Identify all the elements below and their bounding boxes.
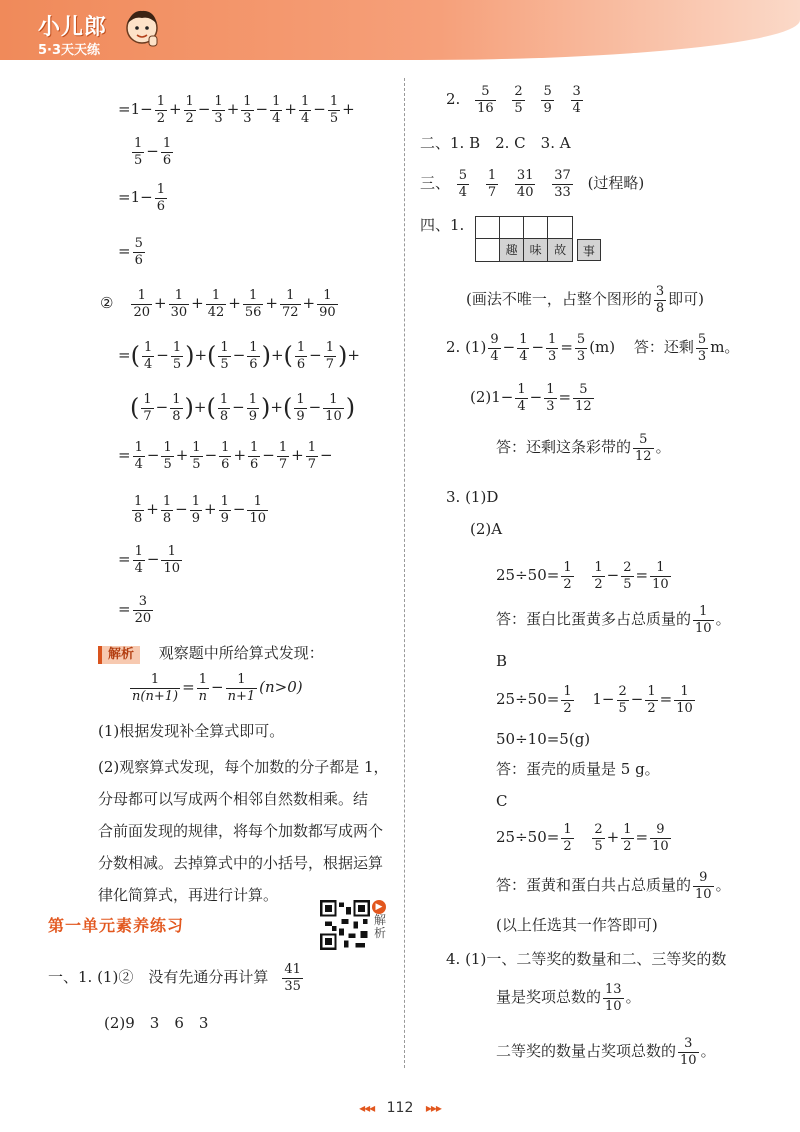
calc2-line-2: =( $\frac{1}{4}$ − $\frac{1}{5}$ )+( $\frac{1}{5}$ − $\frac{1}{6}$ )+( $\frac{1}{6}$ − $\frac{1}{7}$ )+ <box>118 340 360 372</box>
analysis-p2-1: (2)观察算式发现，每个加数的分子都是 1， <box>98 758 389 776</box>
a2-2: (2)1− $\frac{1}{4}$ − $\frac{1}{3}$ = $\frac{5}{12}$ <box>470 382 592 414</box>
fraction: $\frac{1}{2}$ <box>185 94 194 126</box>
fraction: $\frac{1}{42}$ <box>207 288 225 320</box>
a4-2: 量是奖项总数的 $\frac{13}{10}$ 。 <box>496 982 641 1014</box>
fraction: $\frac{1}{5}$ <box>329 94 339 126</box>
calc2-line-1: ② $\frac{1}{20}$ + $\frac{1}{30}$ + $\frac{1}{42}$ + $\frac{1}{56}$ + $\frac{1}{72}$ + $\frac{1}{90}$ <box>100 288 336 320</box>
brand-series: 5·3天天练 <box>38 43 101 58</box>
eq-B2: 50÷10=5(g) <box>496 730 591 748</box>
a2-2-answer: 答：还剩这条彩带的 $\frac{5}{12}$ 。 <box>496 432 671 464</box>
fraction: $\frac{1}{6}$ <box>162 136 172 168</box>
calc2-line-3: ( $\frac{1}{7}$ − $\frac{1}{8}$ )+( $\frac{1}{8}$ − $\frac{1}{9}$ )+( $\frac{1}{9}$ − $\frac{1}{10}$ ) <box>130 392 356 424</box>
a3-1: 3. (1)D <box>446 488 499 506</box>
section-4-q1: 四、1. 趣 味 故 事 <box>420 216 601 262</box>
analysis-p2-2: 分母都可以写成两个相邻自然数相乘。结 <box>98 790 369 808</box>
analysis-p1: (1)根据发现补全算式即可。 <box>98 722 285 740</box>
fraction: $\frac{1}{72}$ <box>281 288 299 320</box>
calc-line-4: = $\frac{5}{6}$ <box>118 236 143 268</box>
calc2-line-5: $\frac{1}{8}$ + $\frac{1}{8}$ − $\frac{1}{9}$ + $\frac{1}{9}$ − $\frac{1}{10}$ <box>134 494 266 526</box>
fraction: $\frac{1}{5}$ <box>134 136 143 168</box>
play-icon[interactable]: ▶ <box>372 900 386 914</box>
choose-note: (以上任选其一作答即可) <box>496 916 658 934</box>
q2-answers: 2. $\frac{5}{16}$ $\frac{2}{5}$ $\frac{5}{9}$ $\frac{3}{4}$ <box>446 84 581 116</box>
fraction: $\frac{5}{6}$ <box>134 236 143 268</box>
analysis-p2-5: 律化简算式，再进行计算。 <box>98 886 279 904</box>
fraction: $\frac{1}{30}$ <box>170 288 188 320</box>
answer-B: 答：蛋壳的质量是 5 g。 <box>496 760 660 778</box>
page-footer <box>0 1100 800 1116</box>
calc2-line-6: = $\frac{1}{4}$ − $\frac{1}{10}$ <box>118 544 180 576</box>
analysis-p2-3: 合前面发现的规律，将每个加数都写成两个 <box>98 822 384 840</box>
analysis-header <box>98 644 324 664</box>
analysis-tag: 解析 <box>98 646 140 664</box>
a2-1: 2. (1) $\frac{9}{4}$ − $\frac{1}{4}$ − $\frac{1}{3}$ = $\frac{5}{3}$ (m) 答：还剩 $\frac{5}{3}$ m。 <box>446 332 740 364</box>
calc-line-3: =1− $\frac{1}{6}$ <box>118 182 165 214</box>
answer-C: 答：蛋黄和蛋白共占总质量的 $\frac{9}{10}$ 。 <box>496 870 731 902</box>
qr-label: 解析 <box>374 913 387 940</box>
fraction: $\frac{1}{6}$ <box>156 182 165 214</box>
text: =1− <box>118 100 153 119</box>
draw-note: (画法不唯一，占整个图形的 $\frac{3}{8}$ 即可) <box>466 284 704 316</box>
brand-logo <box>38 10 107 58</box>
answer-A: 答：蛋白比蛋黄多占总质量的 $\frac{1}{10}$ 。 <box>496 604 731 636</box>
fraction: $\frac{1}{56}$ <box>244 288 262 320</box>
analysis-p2-4: 分数相减。去掉算式中的小括号，根据运算 <box>98 854 384 872</box>
a3-2: (2)A <box>470 520 503 538</box>
fraction: $\frac{1}{4}$ <box>300 94 310 126</box>
calc-line-2: $\frac{1}{5}$ − $\frac{1}{6}$ <box>134 136 172 168</box>
eq-A: 25÷50= $\frac{1}{2}$ $\frac{1}{2}$ − $\frac{2}{5}$ = $\frac{1}{10}$ <box>496 560 669 592</box>
eq-C: 25÷50= $\frac{1}{2}$ $\frac{2}{5}$ + $\frac{1}{2}$ = $\frac{9}{10}$ <box>496 822 669 854</box>
next-arrows-icon: ▸▸▸ <box>425 1101 441 1115</box>
fraction: $\frac{1}{2}$ <box>156 94 165 126</box>
analysis-formula: $\frac{1}{n(n+1)}$ = $\frac{1}{n}$ − $\frac{1}{n+1}$ (n>0) <box>132 672 303 704</box>
fraction: $\frac{1}{3}$ <box>243 94 252 126</box>
eq-B: 25÷50= $\frac{1}{2}$ 1− $\frac{2}{5}$ − $\frac{1}{2}$ = $\frac{1}{10}$ <box>496 684 693 716</box>
analysis-intro: 观察题中所给算式发现： <box>158 644 324 662</box>
a4-1: 4. (1)一、二等奖的数量和二、三等奖的数 <box>446 950 727 968</box>
prev-arrows-icon: ◂◂◂ <box>359 1101 375 1115</box>
unit-q1-2: (2)9 3 6 3 <box>104 1014 209 1032</box>
fraction: $\frac{1}{20}$ <box>133 288 150 320</box>
fraction: $\frac{1}{3}$ <box>214 94 223 126</box>
calc2-line-4: = $\frac{1}{4}$ − $\frac{1}{5}$ + $\frac{1}{5}$ − $\frac{1}{6}$ + $\frac{1}{6}$ − $\frac{1}{7}$ + $\frac{1}{7}$ − <box>118 440 333 472</box>
label-C: C <box>496 792 508 810</box>
calc2-line-7: = $\frac{3}{20}$ <box>118 594 152 626</box>
qr-code-icon[interactable] <box>320 900 370 950</box>
brand-name: 小儿郎 <box>38 15 108 40</box>
a4-3: 二等奖的数量占奖项总数的 $\frac{3}{10}$ 。 <box>496 1036 716 1068</box>
section-2-answers: 二、1. B 2. C 3. A <box>420 134 571 152</box>
unit-q1-1: 一、1. (1)② 没有先通分再计算 $\frac{41}{35}$ <box>48 962 301 994</box>
story-grid-figure: 趣 味 故 <box>475 216 573 262</box>
mascot-boy-icon <box>122 6 162 52</box>
fraction: $\frac{1}{90}$ <box>319 288 336 320</box>
header-bar <box>0 0 800 60</box>
section-3-answers: 三、 $\frac{5}{4}$ $\frac{1}{7}$ $\frac{31}{40}$ $\frac{37}{33}$ (过程略) <box>420 168 645 200</box>
page-number: 112 <box>386 1100 414 1116</box>
column-divider <box>404 78 405 1068</box>
section-title: 第一单元素养练习 <box>48 916 185 935</box>
calc-line-1: =1− $\frac{1}{2}$ + $\frac{1}{2}$ − $\frac{1}{3}$ + $\frac{1}{3}$ − $\frac{1}{4}$ + $\frac{1}{4}$ − $\frac{1}{5}$ + <box>118 94 355 126</box>
label-B: B <box>496 652 508 670</box>
fraction: $\frac{1}{4}$ <box>272 94 281 126</box>
